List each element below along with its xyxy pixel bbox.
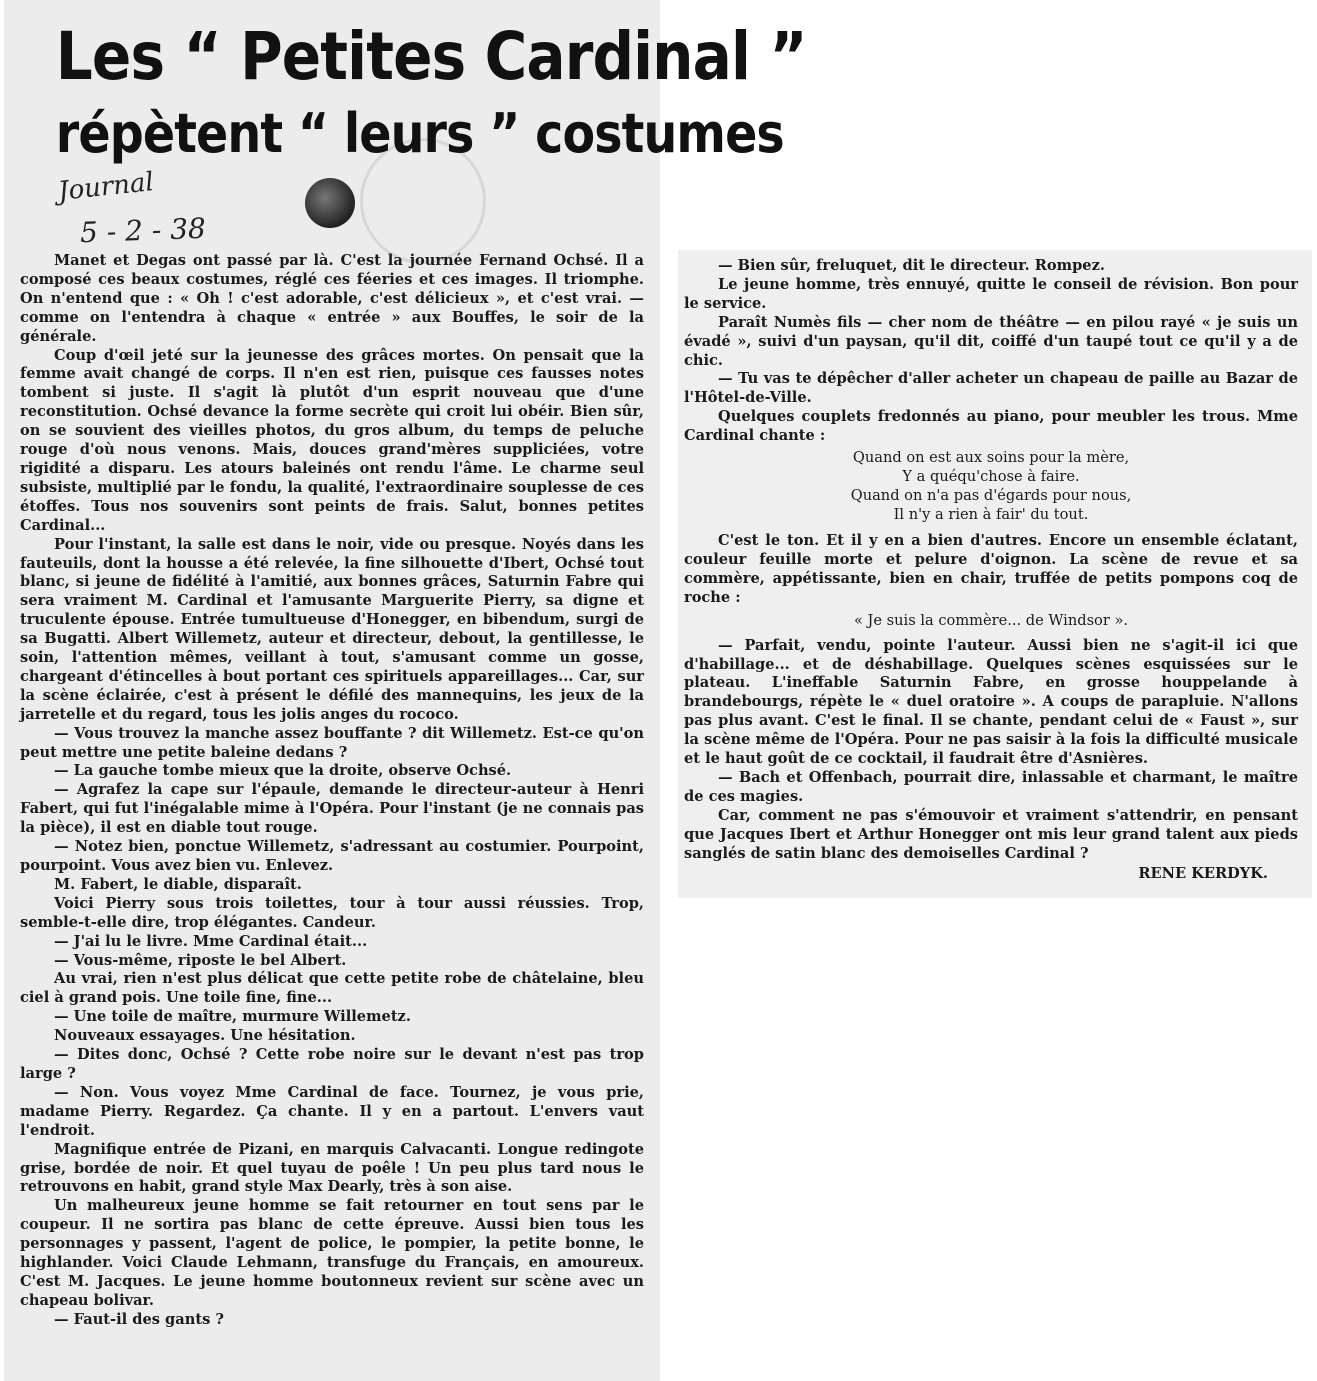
author-signature: RENE KERDYK. <box>1138 865 1268 883</box>
article-paragraph: — Bien sûr, freluquet, dit le directeur. Rompez. <box>718 257 1105 274</box>
article-paragraph: — Dites donc, Ochsé ? Cette robe noire sur le devant n'est pas trop large ? <box>20 1046 644 1082</box>
article-paragraph: — Tu vas te dépêcher d'aller acheter un chapeau de paille au Bazar de l'Hôtel-de-Ville. <box>684 370 1298 407</box>
article-paragraph: — Non. Vous voyez Mme Cardinal de face. Tournez, je vous prie, madame Pierry. Regardez. Ça chante. Il y en a partout. L'envers vaut l'endroit. <box>20 1083 644 1139</box>
headline-line-1: Les “ Petites Cardinal ” <box>55 18 807 95</box>
article-paragraph: — Agrafez la cape sur l'épaule, demande le directeur-auteur à Henri Fabert, qui fut l'inégalable mime à l'Opéra. Pour l'instant (je ne connais pas la pièce), il est en diable tout rouge. <box>20 781 644 837</box>
article-paragraph: Quelques couplets fredonnés au piano, pour meubler les trous. Mme Cardinal chante : <box>684 408 1298 445</box>
verse-line: Y a quéqu'chose à faire. <box>902 468 1080 486</box>
article-paragraph: Voici Pierry sous trois toilettes, tour à tour aussi réussies. Trop, semble-t-elle dire, trop élégantes. Candeur. <box>20 894 644 931</box>
article-paragraph: M. Fabert, le diable, disparaît. <box>54 875 302 893</box>
article-paragraph: — Faut-il des gants ? <box>54 1310 224 1328</box>
article-paragraph: Coup d'œil jeté sur la jeunesse des grâces mortes. On pensait que la femme avait changé de corps. Il n'en est rien, puisque ces fausses notes tombent si juste. Il s'agit là plutôt d'un esprit nouveau que d'une reconstitution. Ochsé devance la forme secrète qui croit lui obéir. Bien sûr, on se souvient des vieilles photos, du gros album, du temps de peluche rouge d'où nous venons. Mais, douces grand'mères suppliciées, votre rigidité a disparu. Les atours baleinés ont rendu l'âme. Le charme seul subsiste, multiplié par le fondu, la qualité, l'extraordinaire souplesse de ces étoffes. Tous nos souvenirs sont peints de frais. Salut, bonnes petites Cardinal... <box>20 346 644 534</box>
article-paragraph: Nouveaux essayages. Une hésitation. <box>54 1027 356 1045</box>
article-paragraph: Un malheureux jeune homme se fait retourner en tout sens par le coupeur. Il ne sortira pas blanc de cette épreuve. Aussi bien tous les personnages y passent, l'agent de police, le pompier, la petite bonne, le highlander. Voici Claude Lehmann, transfuge du Français, en amoureux. C'est M. Jacques. Le jeune homme boutonneux revient sur scène avec un chapeau bolivar. <box>20 1197 644 1309</box>
article-paragraph: — Notez bien, ponctue Willemetz, s'adressant au costumier. Pourpoint, pourpoint. Vous avez bien vu. Enlevez. <box>20 838 644 874</box>
photo-dot <box>305 178 355 228</box>
article-right-column <box>684 257 1298 884</box>
article-paragraph: — Parfait, vendu, pointe l'auteur. Aussi bien ne s'agit-il ici que d'habillage... et de déshabillage. Quelques scènes esquissées sur le plateau. L'ineffable Saturnin Fabre, en grosse houppelande à brandebourgs, répète le « duel oratoire ». A coups de parapluie. N'allons pas plus avant. C'est le final. Il se chante, pendant celui de « Faust », sur la scène même de l'Opéra. Pour ne pas saisir à la fois la difficulté musicale et le haut goût de ce cocktail, il faudrait être d'Asnières. <box>684 636 1298 768</box>
handwritten-source: Journal <box>56 167 156 207</box>
handwritten-date: 5 - 2 - 38 <box>79 211 207 250</box>
verse-line: Il n'y a rien à fair' du tout. <box>893 506 1089 524</box>
article-paragraph: — Bach et Offenbach, pourrait dire, inlassable et charmant, le maître de ces magies. <box>684 768 1298 805</box>
article-paragraph: Car, comment ne pas s'émouvoir et vraiment s'attendrir, en pensant que Jacques Ibert et Arthur Honegger ont mis leur grand talent aux pieds sanglés de satin blanc des demoiselles Cardinal ? <box>684 806 1298 862</box>
headline-line-2: répètent “ leurs ” costumes <box>55 102 784 165</box>
song-verse <box>684 448 1298 524</box>
article-paragraph: — Vous trouvez la manche assez bouffante ? dit Willemetz. Est-ce qu'on peut mettre une petite baleine dedans ? <box>20 724 644 761</box>
article-paragraph: — La gauche tombe mieux que la droite, observe Ochsé. <box>54 762 512 780</box>
verse-line: Quand on n'a pas d'égards pour nous, <box>850 487 1132 505</box>
article-left-column <box>20 252 644 1330</box>
article-paragraph: — Une toile de maître, murmure Willemetz. <box>54 1008 411 1026</box>
article-paragraph: Paraît Numès fils — cher nom de théâtre — en pilou rayé « je suis un évadé », suivi d'un paysan, qu'il dit, coiffé d'un taupé tout ce qu'il y a de chic. <box>684 313 1298 369</box>
article-paragraph: Le jeune homme, très ennuyé, quitte le conseil de révision. Bon pour le service. <box>684 275 1298 312</box>
song-quote: « Je suis la commère... de Windsor ». <box>853 611 1129 629</box>
article-paragraph: Au vrai, rien n'est plus délicat que cette petite robe de châtelaine, bleu ciel à grand pois. Une toile fine, fine... <box>20 970 644 1007</box>
article-paragraph: Pour l'instant, la salle est dans le noir, vide ou presque. Noyés dans les fauteuils, dont la housse a été relevée, la fine silhouette d'Ibert, Ochsé tout blanc, si jeune de fidélité à l'amitié, aux bonnes grâces, Saturnin Fabre qui sera vraiment M. Cardinal et l'amusante Marguerite Pierry, sa digne et truculente épouse. Entrée tumultueuse d'Honegger, en bibendum, surgi de sa Bugatti. Albert Willemetz, auteur et directeur, debout, la gentillesse, le soin, l'attention mêmes, veillant à tout, s'amusant comme un gosse, chargeant d'étincelles à bout portant ces spirituels appareillages... Car, sur la scène éclairée, c'est à présent le défilé des mannequins, les jeux de la jarretelle et du regard, tous les jolis anges du rococo. <box>20 535 644 723</box>
article-paragraph: C'est le ton. Et il y en a bien d'autres. Encore un ensemble éclatant, couleur feuille morte et pelure d'oignon. La scène de revue et sa commère, appétissante, bien en chair, truffée de petits pompons coq de roche : <box>684 532 1298 606</box>
article-paragraph: — Vous-même, riposte le bel Albert. <box>54 951 347 969</box>
verse-line: Quand on est aux soins pour la mère, <box>852 449 1130 467</box>
article-paragraph: Magnifique entrée de Pizani, en marquis Calvacanti. Longue redingote grise, bordée de noir. Et quel tuyau de poêle ! Un peu plus tard nous le retrouvons en habit, grand style Max Dearly, très à son aise. <box>20 1140 644 1196</box>
article-paragraph: — J'ai lu le livre. Mme Cardinal était... <box>54 932 368 950</box>
article-paragraph: Manet et Degas ont passé par là. C'est la journée Fernand Ochsé. Il a composé ces beaux costumes, réglé ces féeries et ces images. Il triomphe. On n'entend que : « Oh ! c'est adorable, c'est délicieux », et c'est vrai. — comme on l'entendra à chaque « entrée » aux Bouffes, le soir de la générale. <box>20 252 644 345</box>
